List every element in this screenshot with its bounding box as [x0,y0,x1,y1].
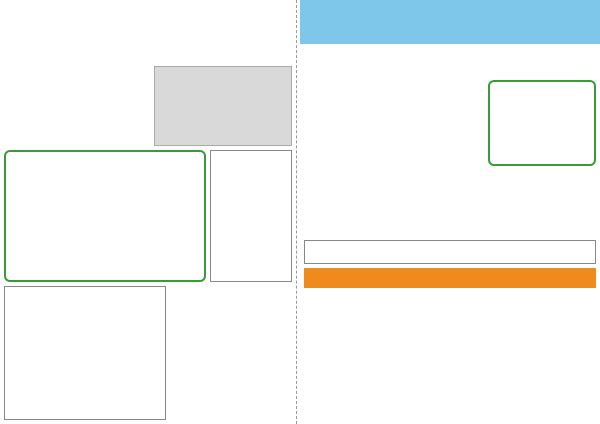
left-page [0,0,297,424]
column-header [304,268,596,288]
column-body [304,290,596,420]
header-line [4,4,292,18]
event-list [304,170,596,236]
current-services [170,286,292,420]
concert-notice [210,150,292,282]
special-event-panel [304,80,484,166]
present-notice [304,240,596,264]
opening-calendar [300,0,600,44]
library-service-notice [4,286,166,420]
storytime-box [488,80,596,166]
author-photo [154,66,292,146]
logo-seal [4,18,64,64]
postal-service-box [4,150,206,282]
right-page [300,0,600,424]
masthead-title [64,18,224,64]
lead-article [4,70,150,148]
november-events-header [304,48,596,78]
